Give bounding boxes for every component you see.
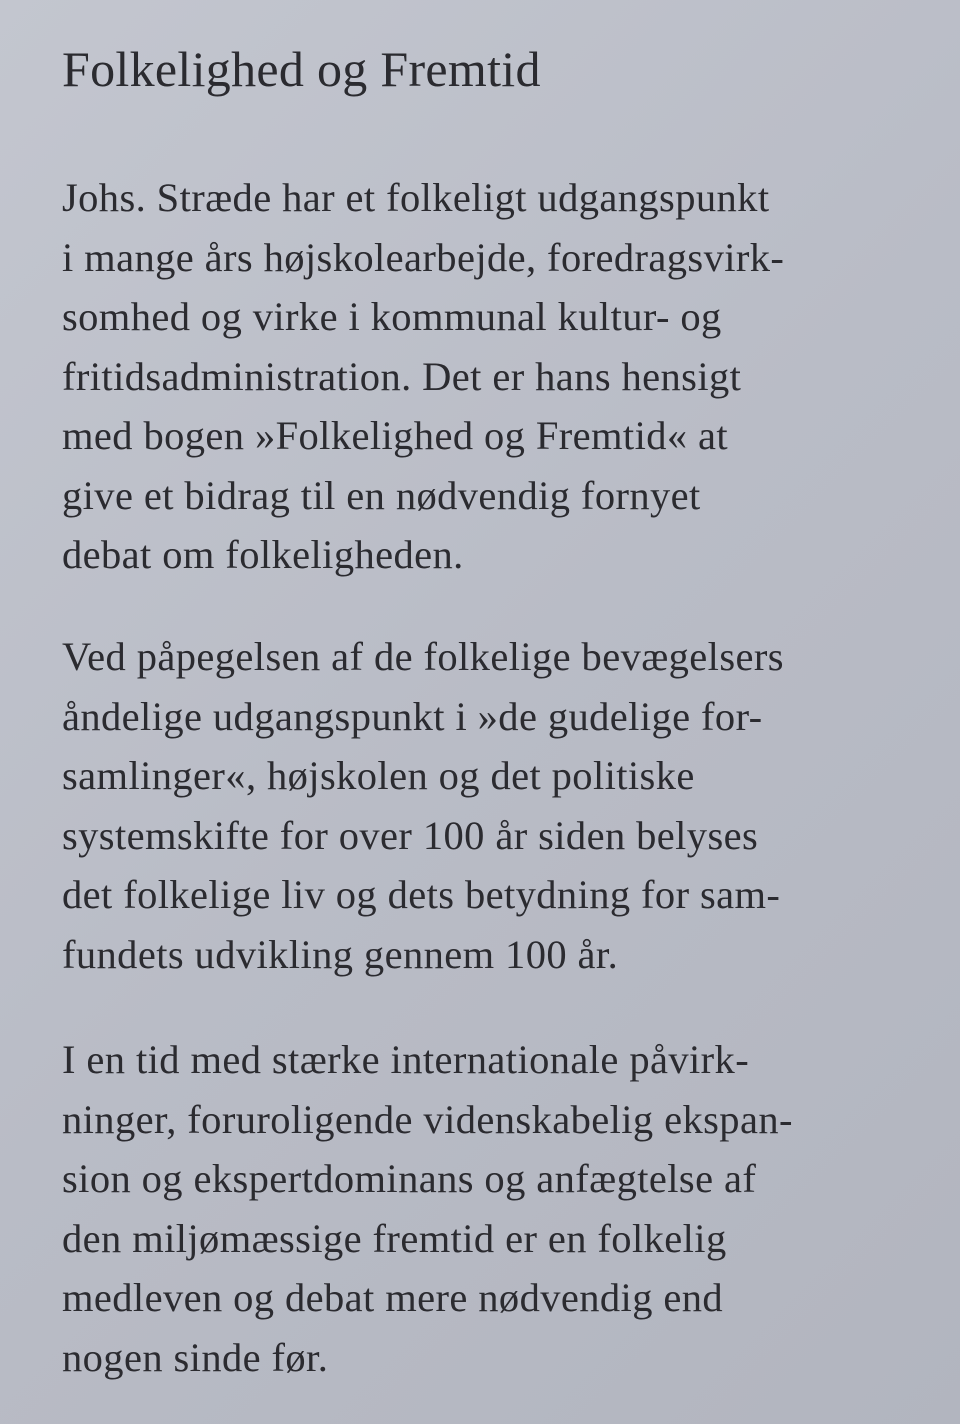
paragraph-3 (62, 1030, 793, 1387)
text-line: sion og ekspertdominans og anfægtelse af (62, 1156, 757, 1201)
text-line: den miljømæssige fremtid er en folkelig (62, 1215, 727, 1261)
text-line: i mange års højskolearbejde, foredragsvirk- (62, 234, 785, 280)
text-line: med bogen »Folkelighed og Fremtid« at (62, 413, 729, 458)
text-line: systemskifte for over 100 år siden belyses (62, 812, 759, 858)
text-line: det folkelige liv og dets betydning for sam- (62, 872, 781, 917)
text-line: fundets udvikling gennem 100 år. (62, 931, 619, 977)
text-line: åndelige udgangspunkt i »de gudelige for- (62, 693, 763, 739)
page-title: Folkelighed og Fremtid (62, 41, 541, 97)
text-line: ninger, foruroligende videnskabelig ekspan- (62, 1096, 793, 1142)
text-line: Ved påpegelsen af de folkelige bevægelsers (62, 634, 784, 679)
text-line: medleven og debat mere nødvendig end (62, 1275, 724, 1320)
text-line: samlinger«, højskolen og det politiske (62, 753, 695, 798)
text-line: I en tid med stærke internationale påvirk- (62, 1037, 750, 1082)
text-line: nogen sinde før. (62, 1334, 329, 1380)
text-line: fritidsadministration. Det er hans hensigt (62, 353, 742, 399)
text-line: debat om folkeligheden. (62, 532, 464, 577)
paragraph-2 (62, 627, 784, 984)
text-line: give et bidrag til en nødvendig fornyet (62, 472, 701, 518)
paragraph-1 (62, 168, 784, 585)
text-line: Johs. Stræde har et folkeligt udgangspunkt (62, 175, 770, 220)
text-line: somhed og virke i kommunal kultur- og (62, 294, 722, 339)
